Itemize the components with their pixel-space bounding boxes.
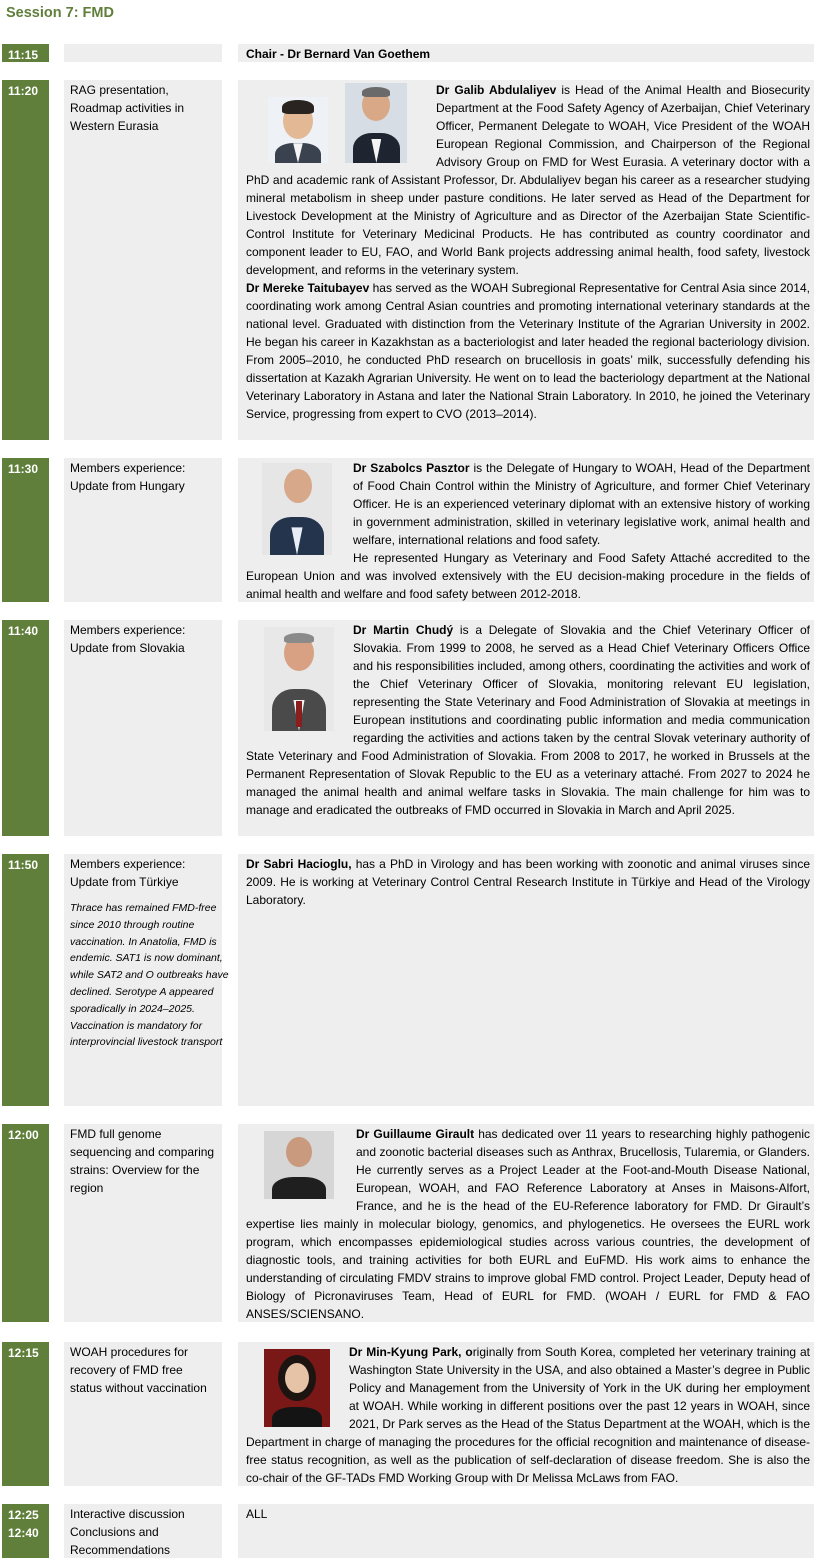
agenda-row-1120 (0, 80, 818, 440)
time-label: 11:40 (8, 624, 39, 638)
speaker-text: ALL (246, 1507, 268, 1521)
time-label: 11:20 (8, 84, 39, 98)
topic-text: FMD full genome sequencing and comparing strains: Overview for the region (70, 1127, 215, 1195)
topic-text-2: Conclusions and Recommendations (70, 1525, 171, 1557)
speaker-bio: is Head of the Animal Health and Biosecurity Department at the Food Safety Agency of Azerbaijan, Chief Veterinary Officer, Permanent Delegate to WOAH, Vice President of the WOAH European Regional Commission, and Chairperson of the Regional Advisory Group on FMD for West Eurasia. A veterinary doctor with a PhD and academic rank of Assistant Professor, Dr. Abdulaliyev began his career as a researcher studying mineral metabolism in sheep under pasture conditions. He later served as Head of the Department for Livestock Development at the Ministry of Agriculture and as Director of the Azerbaijan State Scientific-Control Institute for Veterinary Medicinal Products. He has contributed as country coordinator and component leader to EU, FAO, and World Bank projects addressing animal health, food safety, livestock development, and reforms in the veterinary system. (246, 83, 810, 277)
speaker-photos (246, 459, 353, 557)
speaker-name: Dr Galib Abdulaliyev (436, 83, 557, 97)
topic-text: Members experience: Update from Hungary (70, 461, 186, 493)
topic-note: Thrace has remained FMD-free since 2010 through routine vaccination. In Anatolia, FMD is endemic. SAT1 is now dominant, while SAT2 and O outbreaks have declined. Serotype A appeared sporadically in 2024–2025. Vaccination is mandatory for interprovincial livestock transport (70, 902, 229, 1049)
speaker-cell (238, 1342, 814, 1486)
speaker-photos (246, 1343, 349, 1423)
speaker-photos (246, 1125, 356, 1205)
speaker-bios (246, 855, 810, 909)
session-title: Session 7: FMD (6, 5, 114, 21)
speaker-bios (246, 459, 810, 603)
chair-label: Chair - Dr Bernard Van Goethem (246, 47, 431, 61)
time-label: 11:30 (8, 462, 39, 476)
speaker-bio: is a Delegate of Slovakia and the Chief Veterinary Officer of Slovakia. From 1999 to 2008, he served as a Head Chief Veterinary Officers Office and his responsibilities included, among others, coordinating the activities and work of the Chief Veterinary Officer of Slovakia, monitoring relevant EU legislation, representing the State Veterinary and Food Administration of Slovakia at meetings in European institutions and coordinating public information and media communication regarding the activities and actions taken by the central Slovak veterinary authority of State Veterinary and Food Administration of Slovakia. From 2008 to 2017, he worked in Brussels at the Permanent Representation of Slovak Republic to the EU as a veterinary attaché. From 2027 to 2024 he managed the animal health and animal welfare tasks in Slovakia. The main challenge for him was to manage and eradicated the outbreaks of FMD occurred in Slovakia in March and April 2025. (246, 623, 810, 817)
agenda-row-1215 (0, 1342, 818, 1486)
speaker-cell (238, 80, 814, 440)
topic-text: Members experience: Update from Türkiye (70, 857, 186, 889)
agenda-row-1115 (0, 44, 818, 62)
topic-cell (64, 44, 222, 62)
speaker-photo-chudy (264, 627, 334, 731)
topic-cell (64, 620, 222, 836)
time-cell (2, 854, 49, 1106)
speaker-cell (238, 1504, 814, 1558)
topic-cell (64, 80, 222, 440)
time-label: 12:25 (8, 1508, 39, 1522)
agenda-row-1200 (0, 1124, 818, 1322)
speaker-bio-extra: He represented Hungary as Veterinary and Food Safety Attaché accredited to the European Union and was involved extensively with the EU decision-making procedure in the fields of animal health and welfare and food safety between 2012-2018. (246, 551, 810, 601)
speaker-photo-abdulaliyev (268, 97, 328, 163)
time-cell (2, 1504, 49, 1558)
agenda-row-1225 (0, 1504, 818, 1558)
speaker-name: Dr Guillaume Girault (356, 1127, 475, 1141)
time-cell (2, 620, 49, 836)
topic-cell (64, 1342, 222, 1486)
topic-text: Members experience: Update from Slovakia (70, 623, 186, 655)
topic-text: Interactive discussion (70, 1507, 185, 1521)
time-cell (2, 44, 49, 62)
speaker-cell (238, 1124, 814, 1322)
speaker-name: Dr Szabolcs Pasztor (353, 461, 470, 475)
speaker-cell (238, 458, 814, 602)
speaker-bio: has a PhD in Virology and has been working with zoonotic and animal viruses since 2009. He is working at Veterinary Control Central Research Institute in Türkiye and Head of the Virology Laboratory. (246, 857, 810, 907)
speaker-photos (246, 621, 353, 737)
time-cell (2, 80, 49, 440)
time-label-end: 12:40 (8, 1526, 39, 1540)
speaker-name: Dr Sabri Hacioglu, (246, 857, 352, 871)
time-cell (2, 458, 49, 602)
agenda-row-1150 (0, 854, 818, 1106)
time-label: 12:15 (8, 1346, 39, 1360)
speaker-bios (246, 621, 810, 819)
topic-text: RAG presentation, Roadmap activities in Western Eurasia (70, 83, 185, 133)
speaker-photo-pasztor (262, 463, 332, 555)
speaker-bio: has dedicated over 11 years to researching highly pathogenic and zoonotic bacterial diseases such as Anthrax, Brucellosis, Tularemia, or Glanders. He currently serves as a Project Leader at the Foot-and-Mouth Disease National, European, WOAH, and FAO Reference Laboratory at Anses in Maisons-Alfort, France, and he is the head of the EU-Reference laboratory for FMD. Dr Girault’s expertise lies mainly in molecular biology, genomics, and phylogenetics. He oversees the EURL work program, which encompasses epidemiological studies across various countries, the development of diagnostic tools, and training activities for both EURL and EuFMD. His work aims to enhance the understanding of circulating FMDV strains to improve global FMD control. Project Leader, Deputy head of Biology of Picronaviruses Team, Head of EURL for FMD. (WOAH / EURL for FMD & FAO ANSES/SCIENSANO. (246, 1127, 810, 1321)
speaker-bio: riginally from South Korea, completed her veterinary training at Washington State University in the USA, and also obtained a Master’s degree in Public Policy and Management from the University of York in the UK during her employment at WOAH. While working in different positions over the past 12 years in WOAH, since 2021, Dr Park serves as the Head of the Status Department at the WOAH, which is the Department in charge of managing the procedures for the official recognition and maintenance of disease-free status recognition, as well as the publication of self-declaration of disease freedom. She is also the co-chair of the GF-TADs FMD Working Group with Dr Melissa McLaws from FAO. (246, 1345, 810, 1485)
speaker-cell (238, 854, 814, 1106)
speaker-photos (246, 81, 436, 163)
topic-block (70, 1505, 218, 1559)
speaker-photo-girault (264, 1131, 334, 1199)
speaker-cell (238, 44, 814, 62)
time-label: 11:15 (8, 48, 39, 62)
agenda-row-1140 (0, 620, 818, 836)
time-cell (2, 1124, 49, 1322)
speaker-name: Dr Martin Chudý (353, 623, 454, 637)
agenda-row-1130 (0, 458, 818, 602)
speaker-bios (246, 1125, 810, 1323)
topic-cell (64, 1504, 222, 1558)
speaker-bio: is the Delegate of Hungary to WOAH, Head of the Department of Food Chain Control within the Ministry of Agriculture, and former Chief Veterinary Officer. He is an experienced veterinary diplomat with an extensive history of working in government administration, skilled in veterinary legislative work, animal health and welfare, international relations and food safety. (353, 461, 811, 547)
topic-cell (64, 458, 222, 602)
topic-block (70, 855, 229, 1051)
time-block (8, 1506, 39, 1542)
topic-text: WOAH procedures for recovery of FMD free status without vaccination (70, 1345, 207, 1395)
speaker-cell (238, 620, 814, 836)
speaker-photo-park (264, 1349, 330, 1427)
topic-cell (64, 854, 229, 1106)
speaker-photo-taitubayev (345, 83, 407, 163)
speaker-name: Dr Min-Kyung Park, o (349, 1345, 473, 1359)
speaker-name: Dr Mereke Taitubayev (246, 281, 370, 295)
speaker-bio: has served as the WOAH Subregional Representative for Central Asia since 2014, coordinating work among Central Asian countries and promoting international veterinary standards at the national level. Graduated with distinction from the Veterinary Institute of the Agrarian University in 2002. He began his career in Kazakhstan as a bacteriologist and later headed the regional bacteriology division. From 2005–2010, he conducted PhD research on brucellosis in goats’ milk, successfully defending his dissertation at Kazakh Agrarian University. He went on to lead the bacteriology department at the National Veterinary Laboratory in Astana and later the National Strain Laboratory. In 2010, he joined the Veterinary Service, progressing from expert to CVO (2013–2014). (246, 281, 810, 421)
speaker-bios (246, 1343, 810, 1487)
time-label: 11:50 (8, 858, 39, 872)
time-label: 12:00 (8, 1128, 39, 1142)
topic-cell (64, 1124, 222, 1322)
speaker-bios (246, 81, 810, 423)
time-cell (2, 1342, 49, 1486)
